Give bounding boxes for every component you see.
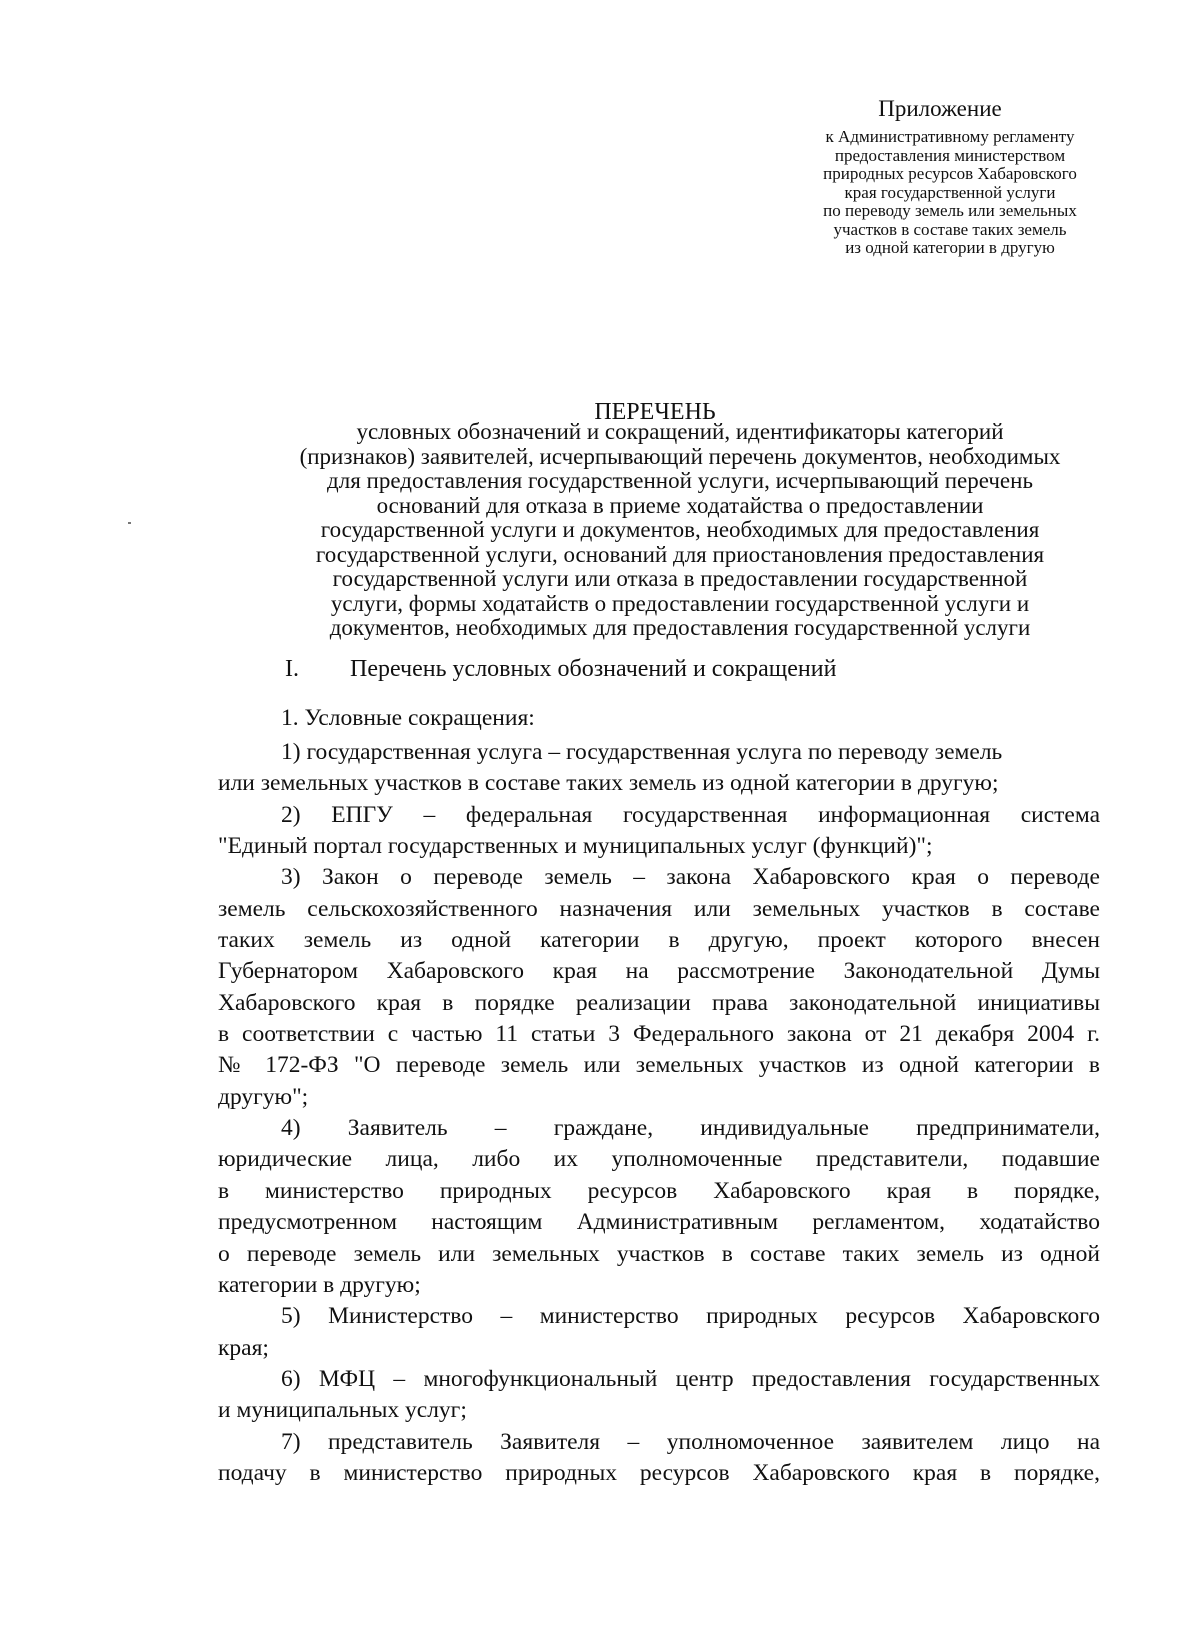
definition-line: таких земель из одной категории в другую, проект которого внесен (218, 927, 1100, 954)
definition-line: 2) ЕПГУ – федеральная государственная информационная система (281, 801, 1100, 828)
appendix-line: предоставления министерством (834, 145, 1066, 165)
definition-line: подачу в министерство природных ресурсов Хабаровского края в порядке, (218, 1459, 1100, 1486)
definition-line: в соответствии с частью 11 статьи 3 Федерального закона от 21 декабря 2004 г. (218, 1021, 1100, 1048)
document-title: ПЕРЕЧЕНЬ (594, 399, 716, 425)
definition-line: 3) Закон о переводе земель – закона Хабаровского края о переводе (281, 864, 1100, 891)
definition-line: 6) МФЦ – многофункциональный центр предоставления государственных (281, 1365, 1100, 1392)
section-number: I. (285, 656, 299, 682)
subtitle-line: (признаков) заявителей, исчерпывающий перечень документов, необходимых (299, 443, 1061, 469)
definition-line: земель сельскохозяйственного назначения или земельных участков в составе (218, 895, 1100, 922)
clause-heading: 1. Условные сокращения: (281, 705, 535, 731)
subtitle-line: документов, необходимых для предоставления государственной услуги (329, 615, 1031, 640)
definition-line: "Единый портал государственных и муниципальных услуг (функций)"; (218, 833, 933, 860)
definition-line: в министерство природных ресурсов Хабаровского края в порядке, (218, 1177, 1100, 1204)
definition-line: и муниципальных услуг; (218, 1397, 467, 1424)
appendix-line: по переводу земель или земельных (823, 201, 1077, 220)
appendix-title: Приложение (878, 96, 1002, 121)
document-subtitle (200, 420, 1160, 641)
subtitle-line: оснований для отказа в приеме ходатайства о предоставлении (376, 492, 984, 518)
section-title: Перечень условных обозначений и сокращений (350, 656, 837, 682)
definition-line: 7) представитель Заявителя – уполномоченное заявителем лицо на (281, 1428, 1100, 1455)
subtitle-line: услуги, формы ходатайств о предоставлении государственной услуги и (330, 590, 1030, 616)
subtitle-line: для предоставления государственной услуги, исчерпывающий перечень (327, 468, 1033, 493)
definition-line: 5) Министерство – министерство природных ресурсов Хабаровского (281, 1303, 1100, 1330)
definition-line: края; (218, 1334, 269, 1361)
definition-line: № 172-ФЗ "О переводе земель или земельных участков из одной категории в (218, 1052, 1100, 1079)
subtitle-line: государственной услуги или отказа в предоставлении государственной (332, 566, 1028, 591)
appendix-line: участков в составе таких земель (833, 219, 1067, 239)
definition-line: другую"; (218, 1083, 309, 1110)
definition-line: Хабаровского края в порядке реализации права законодательной инициативы (218, 989, 1100, 1016)
definition-line: категории в другую; (218, 1271, 421, 1298)
definition-line: 4) Заявитель – граждане, индивидуальные предприниматели, (281, 1115, 1100, 1142)
subtitle-line: государственной услуги и документов, необходимых для предоставления (320, 517, 1040, 542)
definitions-list (218, 703, 1100, 734)
subtitle-line: государственной услуги, оснований для приостановления предоставления (315, 541, 1045, 567)
subtitle-line: условных обозначений и сокращений, идентификаторы категорий (356, 419, 1004, 444)
definition-line: о переводе земель или земельных участков в составе таких земель из одной (218, 1240, 1100, 1267)
appendix-line: края государственной услуги (844, 182, 1056, 202)
definition-line: юридические лица, либо их уполномоченные представители, подавшие (218, 1146, 1100, 1173)
appendix-line: природных ресурсов Хабаровского (823, 164, 1077, 183)
definition-line: или земельных участков в составе таких земель из одной категории в другую; (218, 770, 999, 797)
appendix-line: к Административному регламенту (825, 127, 1075, 146)
appendix-line: из одной категории в другую (845, 238, 1055, 257)
definition-line: Губернатором Хабаровского края на рассмотрение Законодательной Думы (218, 958, 1100, 985)
definitions-body (218, 737, 1100, 1489)
definition-line: 1) государственная услуга – государственная услуга по переводу земель (281, 739, 1003, 765)
definition-line: предусмотренном настоящим Административным регламентом, ходатайство (218, 1209, 1100, 1236)
scan-speck (128, 522, 131, 524)
section-heading (285, 654, 836, 684)
appendix-reference (750, 128, 1150, 258)
